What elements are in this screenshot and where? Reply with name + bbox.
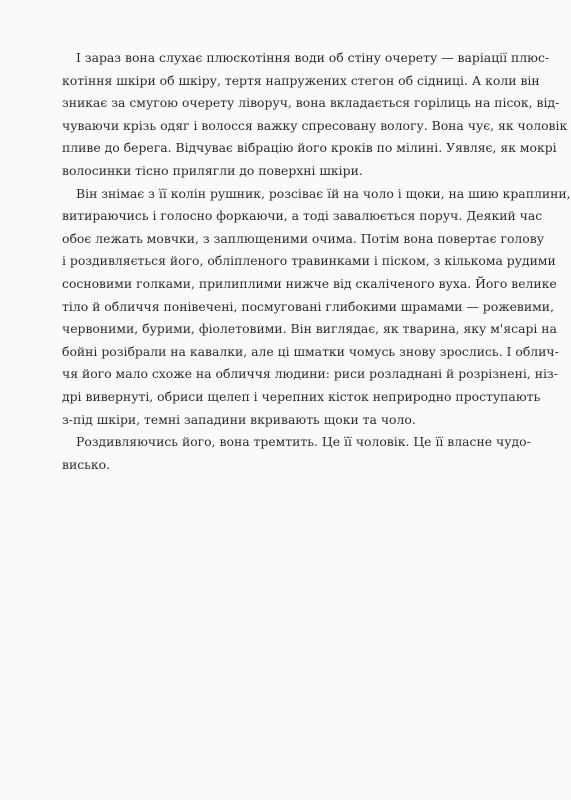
text-line: обоє лежать мовчки, з заплющеними очима. Потім вона повертає голову xyxy=(62,230,545,246)
text-line: зникає за смугою очерету ліворуч, вона вкладається горілиць на пісок, від- xyxy=(62,95,560,111)
paragraph-3 xyxy=(62,431,531,476)
text-line: червоними, бурими, фіолетовими. Він виглядає, як тварина, яку м'ясарі на xyxy=(62,321,557,337)
text-line: тіло й обличчя понівечені, посмуговані глибокими шрамами — рожевими, xyxy=(62,298,555,314)
text-line: волосинки тісно прилягли до поверхні шкіри. xyxy=(62,162,363,178)
text-line: сосновими голками, прилиплими нижче від скаліченого вуха. Його велике xyxy=(62,275,557,291)
body-text xyxy=(62,47,571,476)
text-line: витираючись і голосно форкаючи, а тоді завалюється поруч. Деякий час xyxy=(62,208,543,224)
text-line: з-під шкіри, темні западини вкривають щоки та чоло. xyxy=(62,411,416,427)
paragraph-1 xyxy=(62,47,568,183)
text-line: І зараз вона слухає плюскотіння води об стіну очерету — варіації плюс- xyxy=(76,50,550,65)
text-line: котіння шкіри об шкіру, тертя напружених стегон об сідниці. А коли він xyxy=(62,72,540,88)
text-line: чуваючи крізь одяг і волосся важку спресовану вологу. Вона чує, як чоловік xyxy=(62,117,568,133)
text-line: чя його мало схоже на обличчя людини: риси розладнані й розрізнені, ніз- xyxy=(62,366,558,382)
paragraph-2 xyxy=(62,183,571,432)
text-line: бойні розібрали на кавалки, але ці шматки чомусь знову зрослись. І облич- xyxy=(62,343,559,359)
text-line: і роздивляється його, обліпленого травинками і піском, з кількома рудими xyxy=(62,253,556,269)
text-line: пливе до берега. Відчуває вібрацію його кроків по мілині. Уявляє, як мокрі xyxy=(62,140,557,156)
text-line: Він знімає з її колін рушник, розсіває їй на чоло і щоки, на шию краплини, xyxy=(76,185,571,201)
text-line: дрі вивернуті, обриси щелеп і черепних кісток неприродно проступають xyxy=(62,388,541,404)
text-line: висько. xyxy=(62,456,111,472)
text-line: Роздивляючись його, вона тремтить. Це її чоловік. Це її власне чудо- xyxy=(76,434,531,450)
